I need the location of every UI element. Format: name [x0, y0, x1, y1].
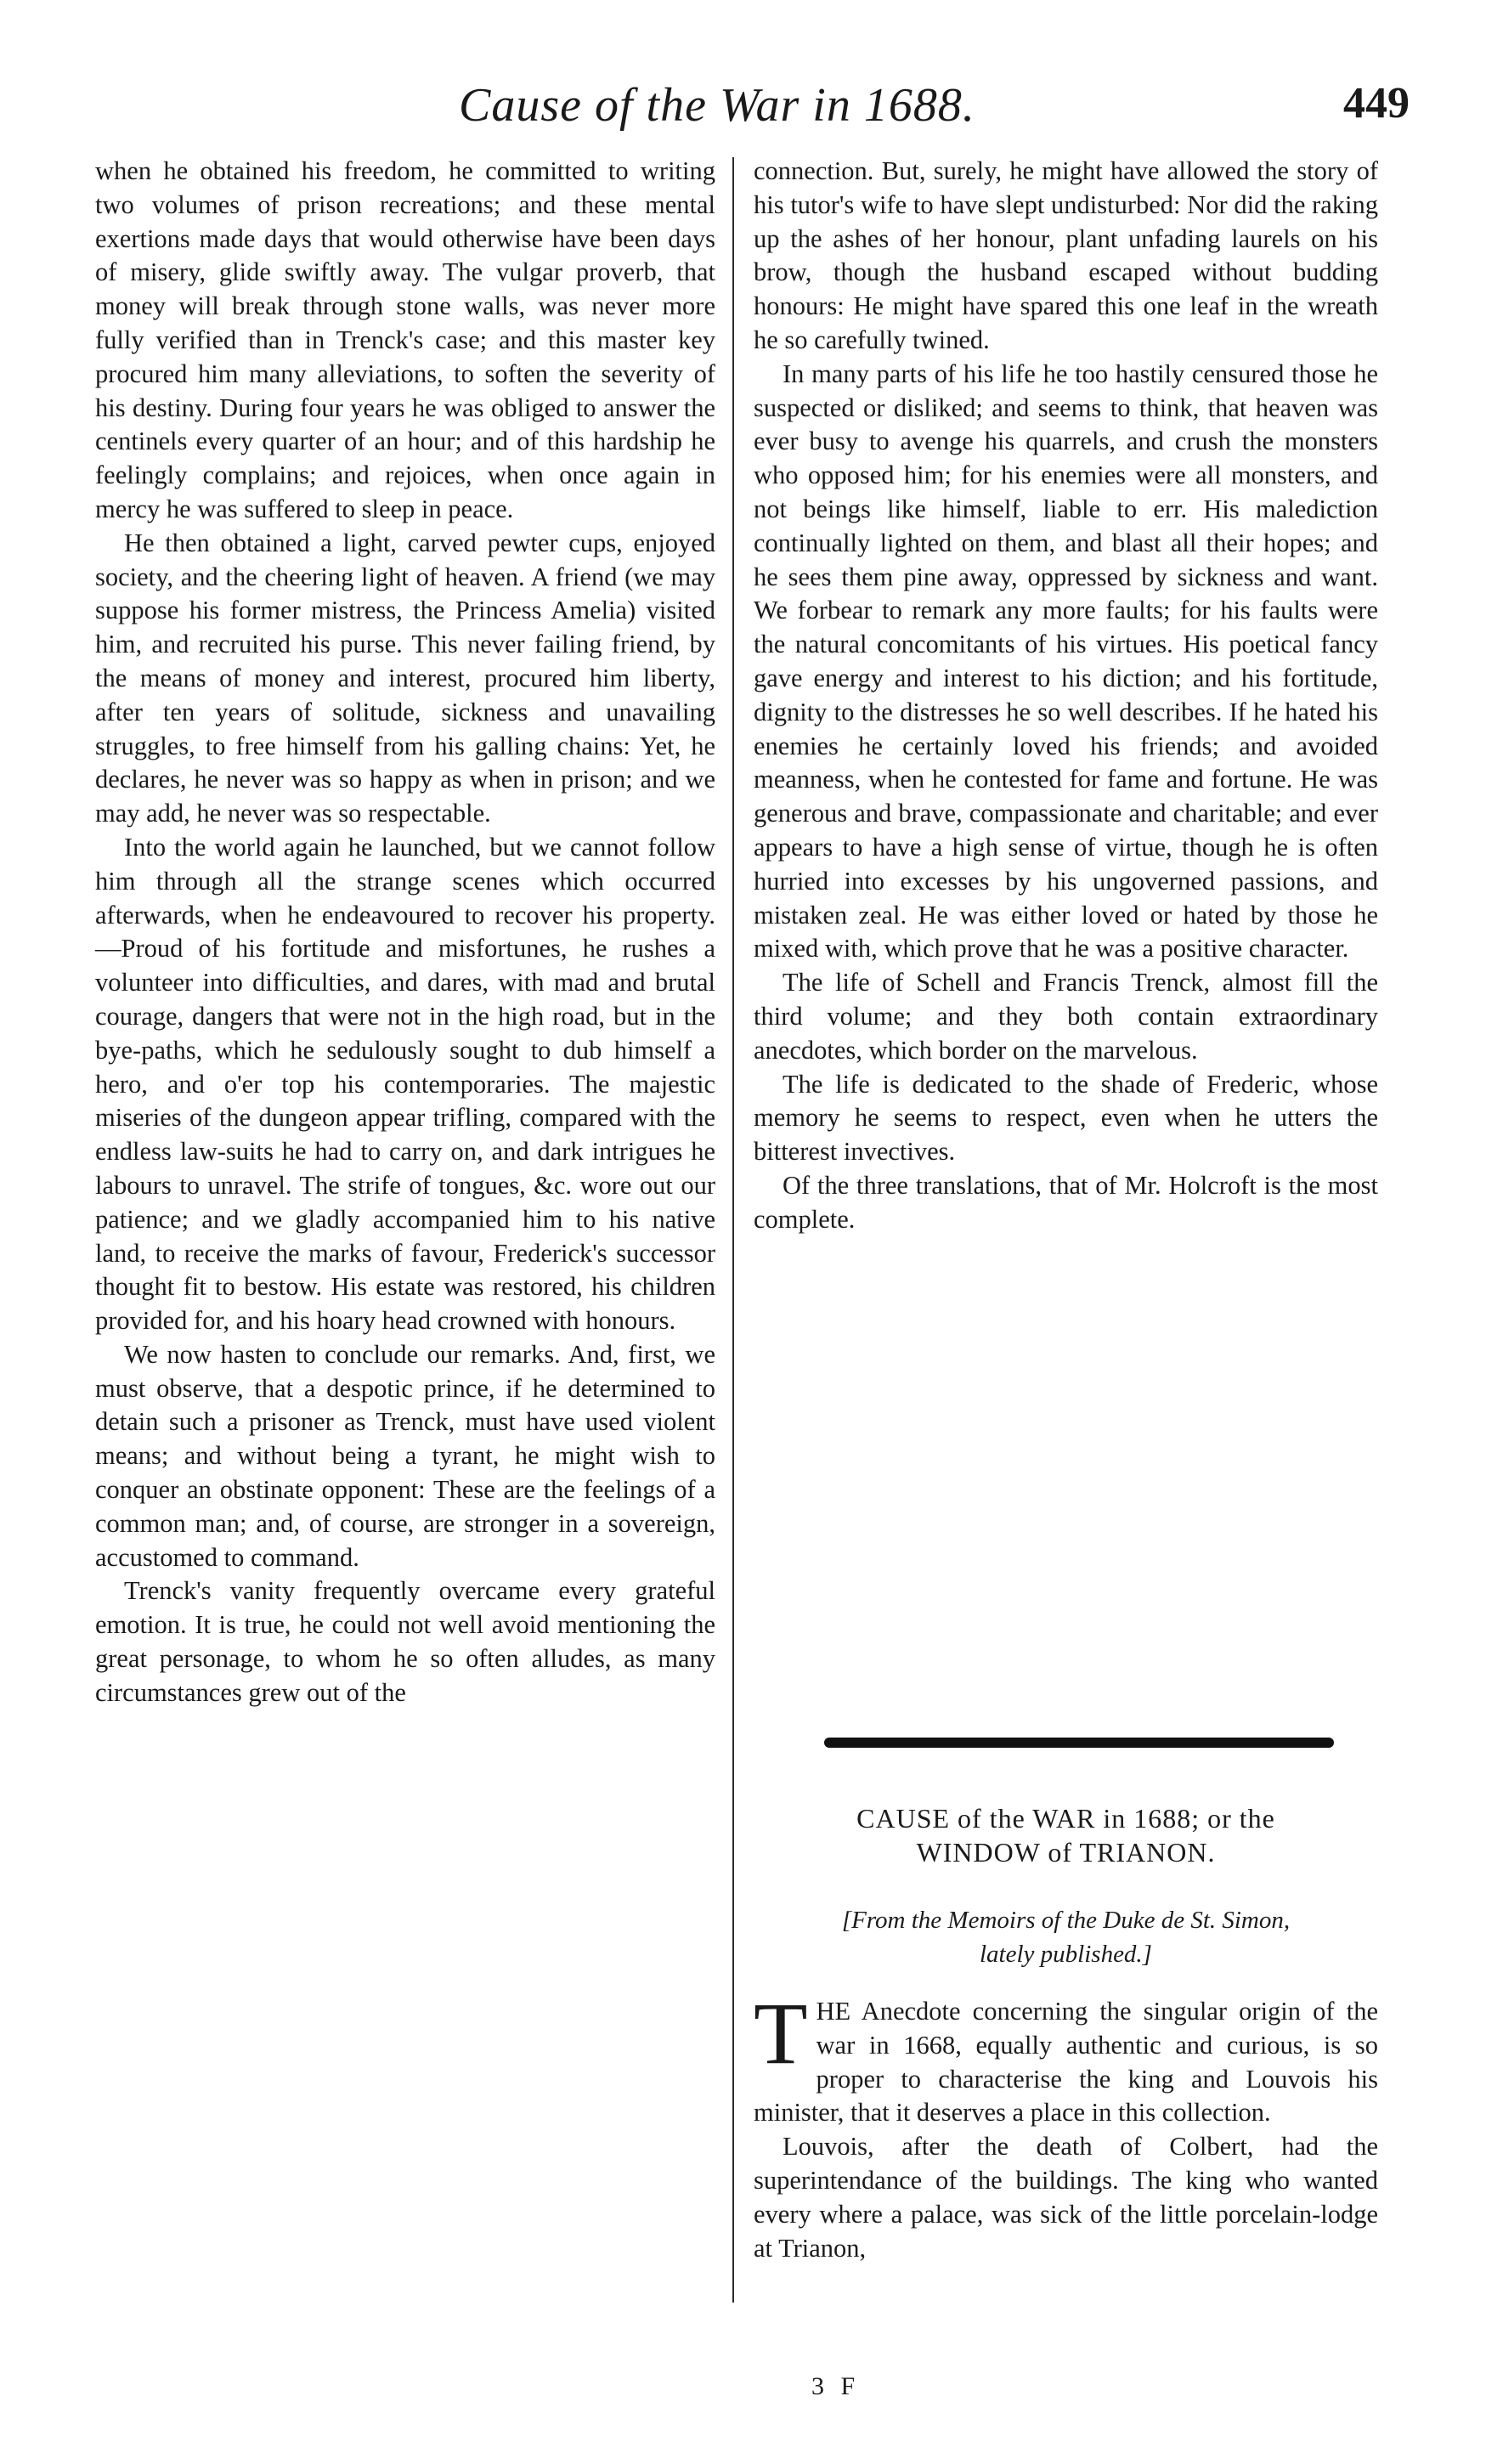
right-paragraph-5: Of the three translations, that of Mr. Holcroft is the most complete.	[754, 1170, 1378, 1234]
article-paragraph-1-text: HE Anecdote concerning the singular origin of the war in 1668, equally authentic and curious, is so proper to characterise the king and Louvois his minister, that it deserves a place in this collection.	[754, 1997, 1378, 2128]
left-paragraph-2: He then obtained a light, carved pewter cups, enjoyed society, and the cheering light of heaven. A friend (we may suppose his former mistress, the Princess Amelia) visited him, and recruited his purse. This never failing friend, by the means of money and interest, procured him liberty, after ten years of solitude, sickness and unavailing struggles, to free himself from his galling chains: Yet, he declares, he never was so happy as when in prison; and we may add, he never was so respectable.	[95, 528, 715, 828]
left-paragraph-3: Into the world again he launched, but we cannot follow him through all the strange scenes which occurred afterwards, when he endeavoured to recover his property.—Proud of his fortitude and misfortunes, he rushes a volunteer into difficulties, and dares, with mad and brutal courage, dangers that were not in the high road, but in the bye-paths, which he sedulously sought to dub himself a hero, and o'er top his contemporaries. The majestic miseries of the dungeon appear trifling, compared with the endless law-suits he had to carry on, and dark intrigues he labours to unravel. The strife of tongues, &c. wore out our patience; and we gladly accompanied him to his native land, to receive the marks of favour, Frederick's successor thought fit to bestow. His estate was restored, his children provided for, and his hoary head crowned with honours.	[95, 832, 715, 1336]
drop-cap: T	[754, 1985, 808, 2083]
article-source	[754, 1903, 1378, 1971]
article-source-line-1: [From the Memoirs of the Duke de St. Simon,	[841, 1907, 1291, 1934]
left-paragraph-1: when he obtained his freedom, he committed to writing two volumes of prison recreations; and these mental exertions made days that would otherwise have been days of misery, glide swiftly away. The vulgar proverb, that money will break through stone walls, was never more fully verified than in Trenck's case; and this master key procured him many alleviations, to soften the severity of his destiny. During four years he was obliged to answer the centinels every quarter of an hour; and of this hardship he feelingly complains; and rejoices, when once again in mercy he was suffered to sleep in peace.	[95, 156, 715, 523]
article-paragraph-2: Louvois, after the death of Colbert, had the superintendance of the buildings. The king who wanted every where a palace, was sick of the little porcelain-lodge at Trianon,	[754, 2132, 1378, 2263]
page-number: 449	[1343, 79, 1410, 127]
article-body	[754, 1985, 1378, 2265]
article-title	[754, 1801, 1378, 1869]
running-title: Cause of the War in 1688.	[459, 79, 975, 132]
article-source-line-2: lately published.]	[980, 1941, 1152, 1968]
article-title-line-1: CAUSE of the WAR in 1688; or the	[856, 1803, 1275, 1834]
column-divider	[732, 157, 734, 2303]
right-column	[754, 155, 1378, 1237]
right-paragraph-1: connection. But, surely, he might have allowed the story of his tutor's wife to have slept undisturbed: Nor did the raking up the ashes of her honour, plant unfading laurels on his brow, though the husband escaped without budding honours: He might have spared this one leaf in the wreath he so carefully twined.	[754, 156, 1378, 354]
right-paragraph-2: In many parts of his life he too hastily censured those he suspected or disliked; and seems to think, that heaven was ever busy to avenge his quarrels, and crush the monsters who opposed him; for his enemies were all monsters, and not beings like himself, liable to err. His malediction continually lighted on them, and blast all their hopes; and he sees them pine away, oppressed by sickness and want. We forbear to remark any more faults; for his faults were the natural concomitants of his virtues. His poetical fancy gave energy and interest to his diction; and his fortitude, dignity to the distresses he so well describes. If he hated his enemies he certainly loved his friends; and avoided meanness, when he contested for fame and fortune. He was generous and brave, compassionate and charitable; and ever appears to have a high sense of virtue, though he is often hurried into excesses by his ungoverned passions, and mistaken zeal. He was either loved or hated by those he mixed with, which prove that he was a positive character.	[754, 359, 1378, 964]
left-paragraph-5: Trenck's vanity frequently overcame every grateful emotion. It is true, he could not well avoid mentioning the great personage, to whom he so often alludes, as many circumstances grew out of the	[95, 1576, 715, 1707]
running-head	[93, 78, 1410, 138]
section-separator-rule	[824, 1738, 1334, 1748]
left-paragraph-4: We now hasten to conclude our remarks. And, first, we must observe, that a despotic prince, if he determined to detain such a prisoner as Trenck, must have used violent means; and without being a tyrant, he might wish to conquer an obstinate opponent: These are the feelings of a common man; and, of course, are stronger in a sovereign, accustomed to command.	[95, 1339, 715, 1572]
right-paragraph-3: The life of Schell and Francis Trenck, almost fill the third volume; and they both contain extraordinary anecdotes, which border on the marvelous.	[754, 968, 1378, 1065]
signature-mark: 3 F	[811, 2372, 861, 2400]
article-title-line-2: WINDOW of TRIANON.	[916, 1837, 1216, 1868]
article-paragraph-1	[754, 1985, 1378, 2130]
left-column	[95, 155, 715, 1710]
right-paragraph-4: The life is dedicated to the shade of Frederic, whose memory he seems to respect, even when he utters the bitterest invectives.	[754, 1069, 1378, 1167]
